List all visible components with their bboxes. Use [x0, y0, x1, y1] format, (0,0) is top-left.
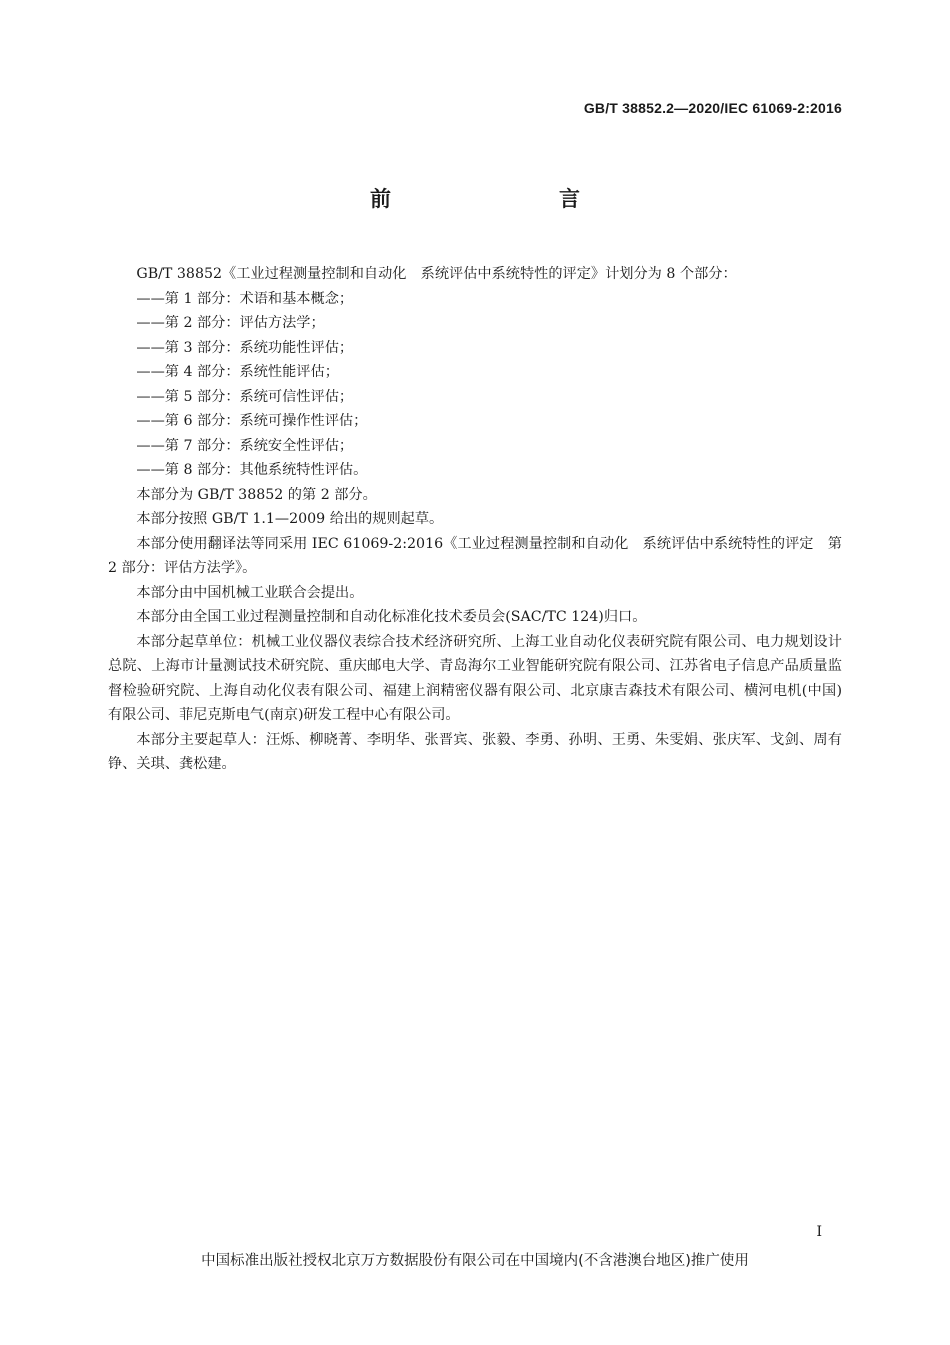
list-item: ——第 1 部分：术语和基本概念；: [136, 290, 354, 307]
list-item: ——第 5 部分：系统可信性评估；: [136, 388, 354, 405]
list-item: ——第 8 部分：其他系统特性评估。: [136, 462, 368, 478]
list-item: ——第 3 部分：系统功能性评估；: [136, 339, 354, 356]
page-number: I: [816, 1224, 822, 1240]
drafting-units: 本部分起草单位：机械工业仪器仪表综合技术经济研究所、上海工业自动化仪表研究院有限公司、电力规划设计总院、上海市计量测试技术研究院、重庆邮电大学、青岛海尔工业智能研究院有限公司、江苏省电子信息产品质量监督检验研究院、上海自动化仪表有限公司、福建上润精密仪器有限公司、北京康吉森技术有限公司、横河电机(中国)有限公司、菲尼克斯电气(南京)研发工程中心有限公司。: [108, 633, 842, 723]
committee-statement: 本部分由全国工业过程测量控制和自动化标准化技术委员会(SAC/TC 124)归口。: [136, 609, 647, 625]
standard-number-header: GB/T 38852.2—2020/IEC 61069-2:2016: [583, 100, 842, 116]
footer-license-note: 中国标准出版社授权北京万方数据股份有限公司在中国境内(不含港澳台地区)推广使用: [201, 1253, 749, 1269]
list-item: ——第 2 部分：评估方法学；: [136, 315, 325, 331]
list-item: ——第 7 部分：系统安全性评估；: [136, 437, 354, 454]
adoption-statement: 本部分使用翻译法等同采用 IEC 61069-2:2016《工业过程测量控制和自动化 系统评估中系统特性的评定 第 2 部分：评估方法学》。: [108, 535, 842, 576]
page-title: 前 言: [370, 187, 622, 211]
list-item: ——第 4 部分：系统性能评估；: [136, 364, 339, 380]
proposer-statement: 本部分由中国机械工业联合会提出。: [136, 584, 364, 601]
intro-paragraph: GB/T 38852《工业过程测量控制和自动化 系统评估中系统特性的评定》计划分为 8 个部分：: [136, 266, 737, 282]
list-item: ——第 6 部分：系统可操作性评估；: [136, 413, 368, 429]
part-statement: 本部分为 GB/T 38852 的第 2 部分。: [136, 486, 377, 503]
foreword-body: [108, 262, 842, 777]
main-drafters: 本部分主要起草人：汪烁、柳晓菁、李明华、张晋宾、张毅、李勇、孙明、王勇、朱雯娟、张庆军、戈剑、周有铮、关琪、龚松建。: [108, 731, 842, 772]
drafting-rules: 本部分按照 GB/T 1.1—2009 给出的规则起草。: [136, 511, 444, 527]
